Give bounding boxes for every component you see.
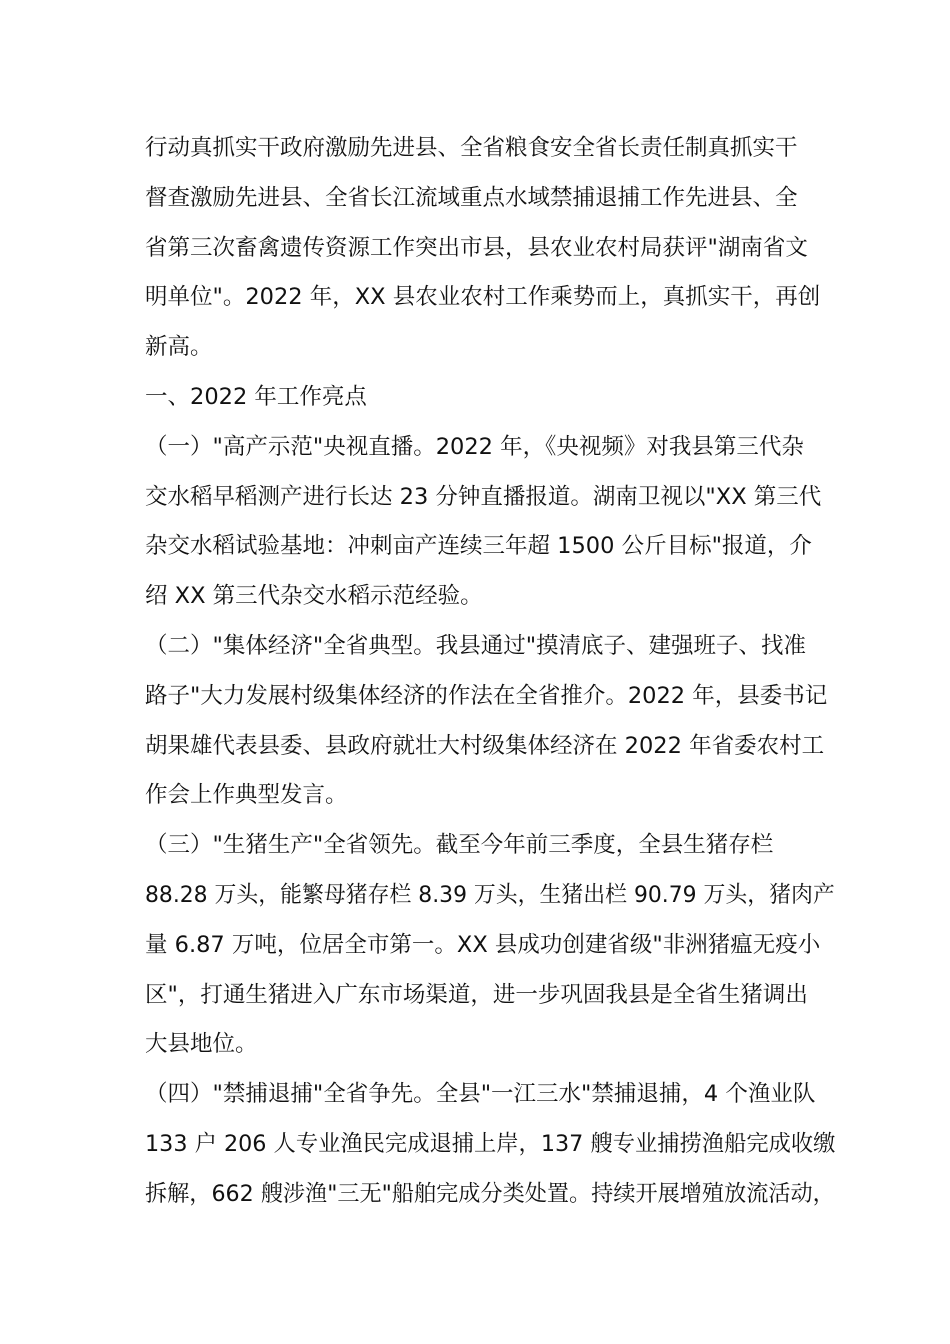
text-line: 133 户 206 人专业渔民完成退捕上岸，137 艘专业捕捞渔船完成收缴 [145, 1130, 836, 1157]
text-line: 路子"大力发展村级集体经济的作法在全省推介。2022 年，县委书记 [145, 682, 828, 709]
text-line: （四）"禁捕退捕"全省争先。全县"一江三水"禁捕退捕，4 个渔业队 [145, 1081, 816, 1108]
section-heading: 一、2022 年工作亮点 [145, 383, 367, 410]
text-line: 交水稻早稻测产进行长达 23 分钟直播报道。湖南卫视以"XX 第三代 [145, 483, 822, 510]
text-line: 胡果雄代表县委、县政府就壮大村级集体经济在 2022 年省委农村工 [145, 732, 825, 759]
text-line: 督查激励先进县、全省长江流域重点水域禁捕退捕工作先进县、全 [145, 184, 798, 211]
text-line: 新高。 [145, 334, 213, 361]
text-line: 大县地位。 [145, 1031, 258, 1058]
text-line: 行动真抓实干政府激励先进县、全省粮食安全省长责任制真抓实干 [145, 135, 798, 161]
document-body [145, 124, 835, 1220]
text-line: 省第三次畜禽遗传资源工作突出市县，县农业农村局获评"湖南省文 [145, 234, 808, 261]
text-line: 量 6.87 万吨，位居全市第一。XX 县成功创建省级"非洲猪瘟无疫小 [145, 931, 821, 958]
text-line: 88.28 万头，能繁母猪存栏 8.39 万头，生猪出栏 90.79 万头，猪肉产 [145, 881, 835, 908]
text-line: （二）"集体经济"全省典型。我县通过"摸清底子、建强班子、找准 [145, 632, 807, 659]
text-line: （三）"生猪生产"全省领先。截至今年前三季度，全县生猪存栏 [145, 832, 774, 859]
text-line: 杂交水稻试验基地：冲刺亩产连续三年超 1500 公斤目标"报道，介 [145, 533, 812, 560]
text-line: 区"，打通生猪进入广东市场渠道，进一步巩固我县是全省生猪调出 [145, 981, 808, 1008]
text-line: 拆解，662 艘涉渔"三无"船舶完成分类处置。持续开展增殖放流活动， [145, 1180, 835, 1207]
text-line: 明单位"。2022 年，XX 县农业农村工作乘势而上，真抓实干，再创 [145, 284, 821, 311]
text-line: 绍 XX 第三代杂交水稻示范经验。 [145, 583, 483, 610]
text-line: （一）"高产示范"央视直播。2022 年，《央视频》对我县第三代杂 [145, 433, 804, 460]
text-line: 作会上作典型发言。 [145, 782, 348, 809]
